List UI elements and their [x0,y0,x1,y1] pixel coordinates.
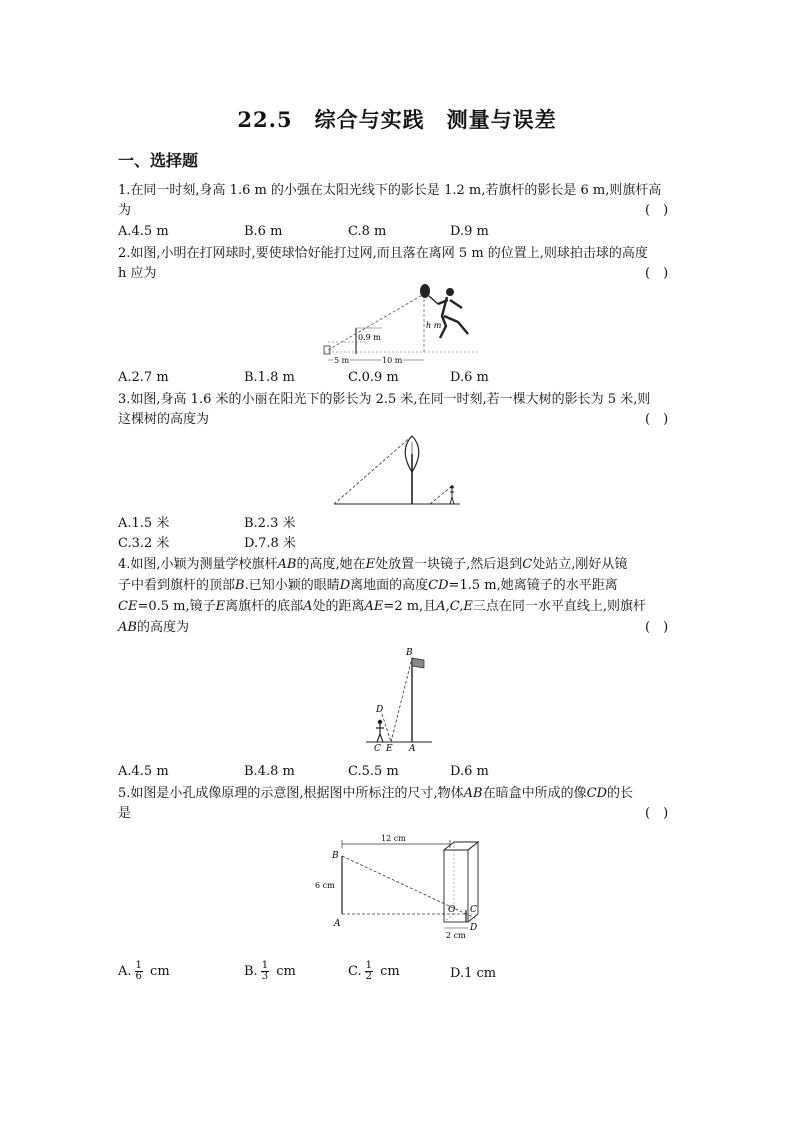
q4-var-c: C [522,557,533,572]
q4-var-b: B [235,578,245,593]
q1-stem-line2: 为 [118,203,132,218]
q5-text: 在暗盒中所成的像 [482,786,587,801]
q3-option-b: B.2.3 米 [244,516,296,531]
fraction-denominator: 6 [135,971,142,982]
q4-var-ce: CE [118,599,138,614]
girl-head-icon [378,720,382,724]
girl-icon [376,724,384,742]
q4-fig-label-b: B [406,648,413,658]
q4-stem-line1 [118,555,678,575]
q4-var-e: E [365,557,376,572]
q4-stem-line3 [118,597,678,617]
q4-var-cd: CD [428,578,449,593]
q5-stem-line2: 是 [118,806,132,821]
q5-stem-line1 [118,784,678,804]
q4-stem-line4 [118,618,678,638]
q4-var-ae: AE [364,599,384,614]
ball-landing-icon [324,346,330,354]
q4-option-a: A.4.5 m [118,764,169,779]
q1-answer-paren: ( ) [645,203,669,218]
q1-stem-line1: 1.在同一时刻,身高 1.6 m 的小强在太阳光线下的影长是 1.2 m,若旗杆的影长是 6 m,则旗杆高 [118,183,662,198]
q4-option-b: B.4.8 m [244,764,295,779]
q5-answer-paren: ( ) [645,806,669,821]
q4-text: .已知小颖的眼睛 [244,578,340,593]
q4-text: 离旗杆的底部 [225,599,304,614]
section-heading: 一、选择题 [118,151,199,170]
fraction [135,961,143,982]
q5-fig-label-d: D [470,923,478,933]
q2-option-b: B.1.8 m [244,370,295,385]
q2-option-a: A.2.7 m [118,370,169,385]
option-unit: cm [380,964,400,979]
q4-text: 离地面的高度 [350,578,429,593]
q2-answer-paren: ( ) [645,266,669,281]
q1-option-a: A.4.5 m [118,224,169,239]
q4-text: 处站立,刚好从镜 [532,557,628,572]
q4-flagpole-figure [362,642,452,754]
person-icon [450,489,454,504]
q4-stem-line2 [118,576,678,596]
q4-var-ace: A,C,E [436,599,473,614]
q5-var-cd: CD [586,786,608,801]
q4-fig-label-d: D [376,705,384,715]
q5-text: 5.如图是小孔成像原理的示意图,根据图中所标注的尺寸,物体 [118,786,464,801]
q5-option-b [244,961,296,982]
q4-var-e: E [215,599,226,614]
q4-text: 处的距离 [312,599,365,614]
fraction [365,961,373,982]
option-prefix: A. [118,964,132,979]
q5-fig-label-b: B [332,851,339,861]
q5-option-d: D.1 cm [450,966,497,981]
q5-option-a [118,961,170,982]
q4-option-d: D.6 m [450,764,489,779]
q4-var-ab: AB [277,557,297,572]
q5-fig-label-a: A [334,919,341,929]
q5-label-2cm: 2 cm [446,931,466,940]
q5-text: 的长 [607,786,634,801]
q4-text: 4.如图,小颖为测量学校旗杆 [118,557,278,572]
q4-answer-paren: ( ) [645,620,669,635]
fraction-numerator: 1 [261,960,269,971]
q4-text: 处放置一块镜子,然后退到 [375,557,523,572]
q2-tennis-figure [318,280,488,370]
q2-option-c: C.0.9 m [348,370,399,385]
q3-option-d: D.7.8 米 [244,536,296,551]
q3-answer-paren: ( ) [645,412,669,427]
q5-option-c [348,961,400,982]
q1-option-c: C.8 m [348,224,387,239]
q4-var-a: A [303,599,313,614]
q5-fig-label-o: O [448,905,456,915]
q4-text: 三点在同一水平直线上,则旗杆 [472,599,646,614]
fraction-denominator: 2 [365,971,372,982]
q5-label-12cm: 12 cm [381,834,406,843]
player-head-icon [446,288,454,296]
q4-fig-label-e: E [386,744,393,754]
option-unit: cm [150,964,170,979]
q4-fig-label-c: C [374,744,381,754]
q3-stem-line1: 3.如图,身高 1.6 米的小丽在阳光下的影长为 2.5 米,在同一时刻,若一棵大树的影长为 5 米,则 [118,392,651,407]
q2-label-0.9m: 0.9 m [358,333,381,342]
player-figure-icon [438,297,468,338]
flag-icon [412,658,424,668]
q4-option-c: C.5.5 m [348,764,399,779]
q3-option-c: C.3.2 米 [118,536,170,551]
q5-var-ab: AB [463,786,483,801]
q4-text: =1.5 m,她离镜子的水平距离 [448,578,618,593]
q4-text: =2 m,且 [383,599,437,614]
q5-fig-label-c: C [470,905,477,915]
q2-label-h: h m [426,321,442,330]
q4-fig-label-a: A [409,744,416,754]
q5-label-6cm: 6 cm [315,881,335,890]
person-head-icon [450,485,454,489]
fraction-numerator: 1 [365,960,372,971]
racket-icon [420,284,430,298]
option-prefix: B. [244,964,258,979]
q5-pinhole-figure [310,832,490,944]
q2-label-5m: 5 m [334,356,350,365]
q1-option-d: D.9 m [450,224,489,239]
q2-option-d: D.6 m [450,370,489,385]
q1-option-b: B.6 m [244,224,283,239]
q4-text: 的高度,她在 [296,557,366,572]
q4-var-d: D [339,578,351,593]
q2-label-10m: 10 m [382,356,403,365]
q4-var-ab: AB [118,620,137,635]
q3-stem-line2: 这棵树的高度为 [118,412,210,427]
fraction-denominator: 3 [261,971,269,982]
fraction [261,961,269,982]
page-title: 22.5 综合与实践 测量与误差 [237,107,557,132]
option-unit: cm [276,964,296,979]
q3-tree-shadow-figure [330,430,465,510]
q2-stem-line1: 2.如图,小明在打网球时,要使球恰好能打过网,而且落在离网 5 m 的位置上,则球拍击球的高度 [118,246,648,261]
fraction-numerator: 1 [135,960,142,971]
q4-text: =0.5 m,镜子 [137,599,216,614]
option-prefix: C. [348,964,362,979]
q4-text: 子中看到旗杆的顶部 [118,578,236,593]
q3-option-a: A.1.5 米 [118,516,170,531]
q4-text: 的高度为 [136,620,189,635]
q2-stem-line2: h 应为 [118,266,157,281]
